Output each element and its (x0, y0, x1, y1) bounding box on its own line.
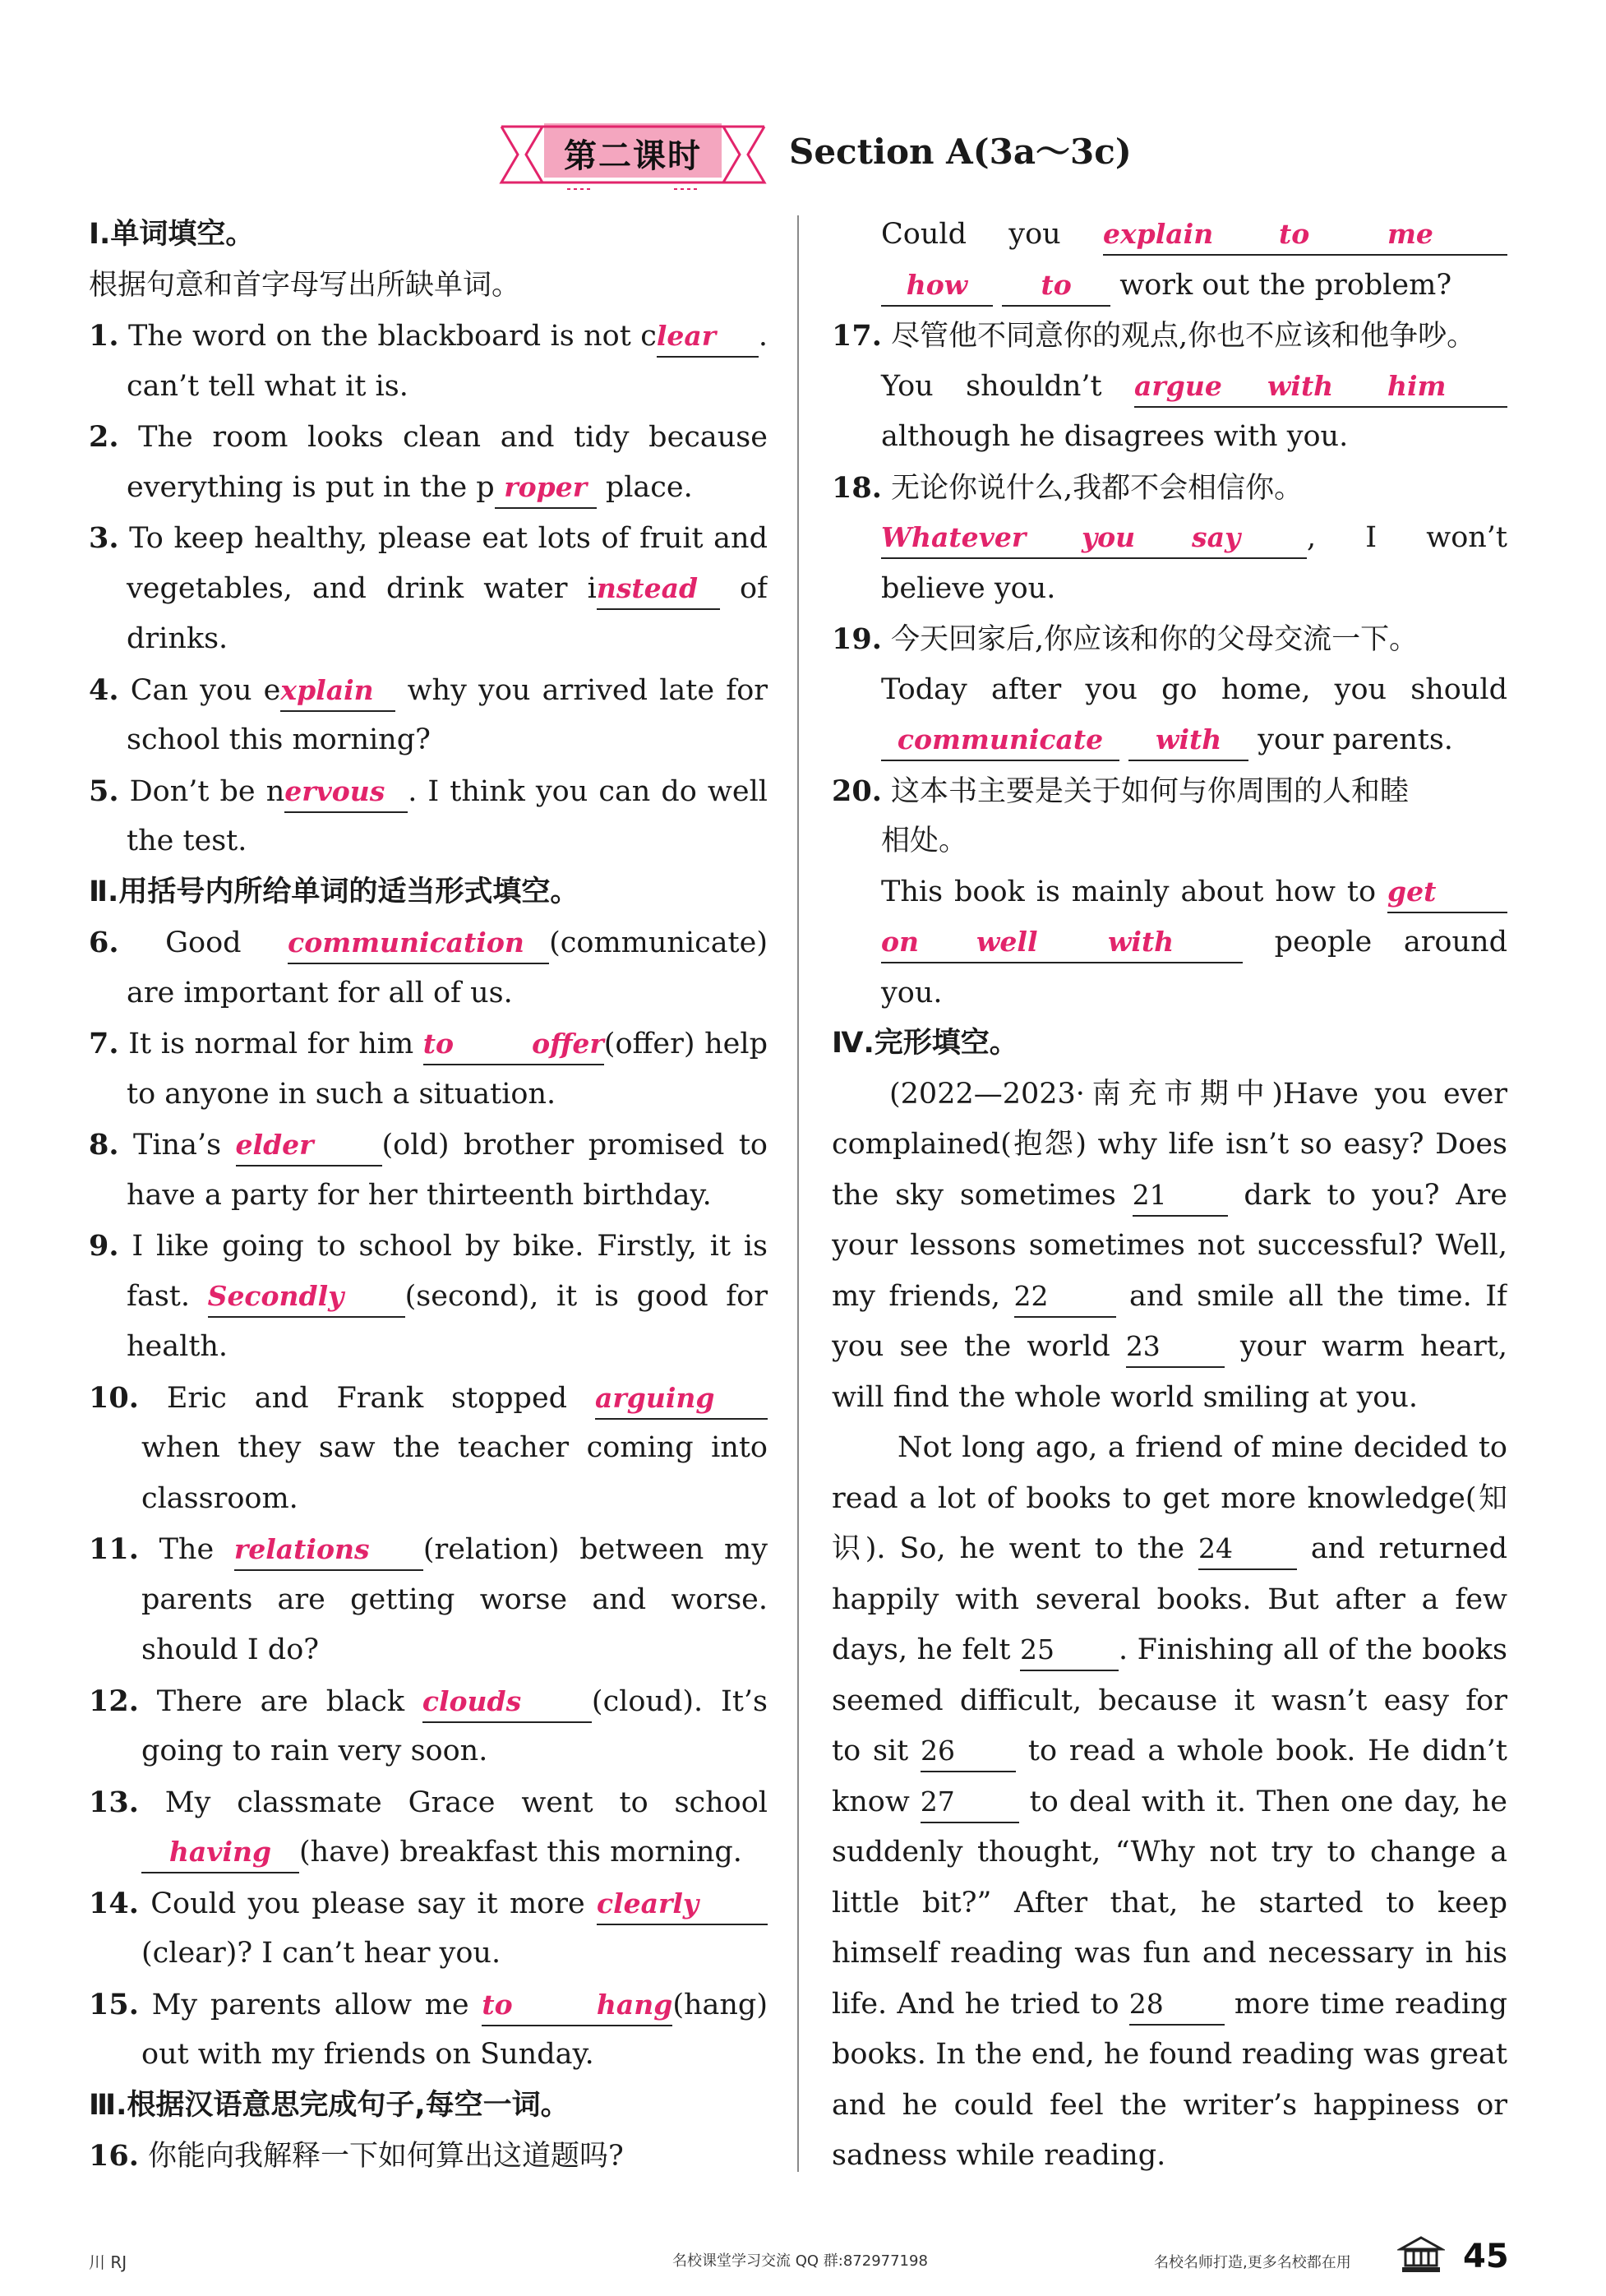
cloze-blank-21: 21 (1133, 1176, 1228, 1217)
question-number: 6. (89, 926, 119, 959)
section-1-title: Ⅰ.单词填空。 (89, 218, 255, 251)
footer-edition: 川 RJ (89, 2252, 127, 2272)
passage-text: to sit (832, 1735, 921, 1767)
question-text: The word on the blackboard is not c (118, 320, 657, 353)
passage-line (832, 1777, 1507, 1828)
page-number: 45 (1463, 2238, 1509, 2275)
passage-text: 识). So, he went to the (832, 1532, 1198, 1565)
question-6 (89, 917, 768, 968)
answer-blank: communicate (881, 720, 1119, 761)
question-2-cont (89, 463, 768, 514)
question-16 (89, 2131, 768, 2182)
question-7 (89, 1019, 768, 1069)
lesson-badge (493, 115, 773, 194)
passage-line (832, 1322, 1507, 1373)
question-text: place. (596, 470, 693, 504)
section-4-title: Ⅳ.完形填空。 (832, 1027, 1018, 1060)
question-text: (offer) help (603, 1028, 768, 1060)
cloze-blank-23: 23 (1126, 1327, 1225, 1368)
question-text: You shouldn’t (881, 369, 1134, 403)
question-1 (89, 311, 768, 362)
question-number: 19. (832, 622, 882, 656)
question-text: (second), it is good for (404, 1279, 768, 1313)
answer-blank: get (1387, 872, 1507, 913)
question-text: Tina’s (118, 1129, 236, 1162)
question-number: 15. (89, 1987, 139, 2021)
answer-blank: lear (657, 316, 759, 358)
cloze-blank-24: 24 (1198, 1529, 1297, 1570)
question-text: (cloud). It’s (591, 1684, 768, 1718)
question-text: It is normal for him (118, 1028, 423, 1060)
passage-line: your lessons sometimes not successful? Well, (832, 1229, 1507, 1262)
question-3-cont (89, 564, 768, 615)
question-number: 9. (89, 1229, 119, 1263)
answer-blank: well (976, 922, 1108, 963)
question-19 (832, 614, 1507, 665)
question-number: 16. (89, 2139, 139, 2173)
answer-blank: ervous (284, 772, 408, 813)
answer-blank: relations (234, 1530, 423, 1571)
passage-line (832, 1726, 1507, 1777)
answer-blank: clouds (422, 1682, 592, 1723)
passage-line: little bit?” After that, he started to keep (832, 1886, 1507, 1919)
cloze-blank-26: 26 (921, 1731, 1016, 1772)
answer-blank: explain (1103, 215, 1279, 256)
question-20-cont2: you. (881, 976, 943, 1009)
page-footer (0, 2234, 1606, 2284)
question-text: 你能向我解释一下如何算出这道题吗? (138, 2140, 624, 2173)
question-11 (89, 1524, 768, 1575)
passage-line: seemed difficult, because it wasn’t easy for (832, 1684, 1507, 1717)
passage-line (832, 1272, 1507, 1323)
question-text: (communicate) (549, 926, 768, 959)
passage-text: my friends, (832, 1279, 1014, 1313)
passage-text: dark to you? Are (1227, 1178, 1507, 1212)
question-text: Can you e (118, 673, 281, 707)
question-5 (89, 766, 768, 817)
question-3-cont2: drinks. (127, 622, 228, 655)
section-1-instruction: 根据句意和首字母写出所缺单词。 (89, 268, 521, 302)
question-16-line1 (832, 210, 1507, 261)
question-number: 2. (89, 420, 119, 454)
passage-text: your warm heart, (1239, 1330, 1507, 1363)
question-text: Don’t be n (118, 774, 285, 808)
question-text: (old) brother promised to (381, 1129, 768, 1162)
question-9-cont2: health. (127, 1330, 228, 1363)
section-title: Section A(3a～3c) (789, 132, 1132, 172)
question-number: 13. (89, 1785, 139, 1819)
question-1-cont: can’t tell what it is. (127, 369, 408, 403)
question-number: 20. (832, 774, 882, 808)
answer-blank: how (881, 266, 993, 307)
passage-source: (2022—2023·南充市期中) (889, 1077, 1284, 1111)
question-17-line2: although he disagrees with you. (881, 420, 1349, 453)
answer-blank: to hang (482, 1985, 672, 2026)
question-14 (89, 1878, 768, 1929)
question-20-cont: 相处。 (881, 825, 968, 857)
question-text: (have) breakfast this morning. (299, 1836, 742, 1869)
answer-blank: you (1082, 518, 1192, 559)
passage-line: sadness while reading. (832, 2139, 1166, 2172)
question-13-cont (89, 1827, 768, 1878)
question-9-cont (89, 1272, 768, 1323)
answer-blank: with (1128, 720, 1248, 761)
question-text: , I won’t (1307, 521, 1507, 554)
question-4 (89, 665, 768, 716)
question-18-line1 (832, 513, 1507, 564)
question-12 (89, 1676, 768, 1727)
question-20-line2 (832, 917, 1507, 968)
question-number: 17. (832, 319, 882, 353)
question-8 (89, 1120, 768, 1171)
passage-text: the sky sometimes (832, 1178, 1133, 1212)
question-text: Eric and Frank stopped (138, 1381, 595, 1415)
question-text: of (719, 571, 768, 605)
question-text: There are black (138, 1684, 422, 1718)
question-17-line1 (832, 362, 1507, 413)
question-text: Could you (881, 218, 1103, 251)
question-text: people around (1243, 926, 1507, 959)
question-text: My parents allow me (138, 1988, 482, 2021)
passage-line: suddenly thought, “Why not try to change a (832, 1836, 1507, 1869)
passage-line: books. In the end, he found reading was great (832, 2038, 1507, 2071)
question-text: This book is mainly about how to (881, 875, 1387, 908)
question-number: 10. (89, 1380, 139, 1415)
answer-blank: having (141, 1832, 299, 1873)
answer-blank: to offer (423, 1024, 604, 1065)
question-text: I like going to school by bike. Firstly, it is (118, 1230, 768, 1263)
passage-text: . Finishing all of the books (1118, 1633, 1507, 1666)
answer-blank: xplain (280, 671, 395, 712)
passage-line: and he could feel the writer’s happiness or (832, 2088, 1507, 2122)
school-logo-icon (1397, 2234, 1445, 2277)
question-text: Good (118, 926, 288, 959)
footer-qq-group: 名校课堂学习交流 QQ 群:872977198 (672, 2252, 928, 2270)
question-text: 今天回家后,你应该和你的父母交流一下。 (881, 623, 1419, 656)
question-12-cont: going to rain very soon. (141, 1735, 488, 1767)
passage-text: you see the world (832, 1330, 1126, 1363)
question-10 (89, 1373, 768, 1424)
column-divider (797, 215, 799, 2172)
question-11-cont: parents are getting worse and worse. (141, 1582, 768, 1616)
question-3 (89, 513, 768, 564)
answer-blank: argue (1134, 367, 1267, 408)
question-text: My classmate Grace went to school (164, 1786, 768, 1819)
question-5-cont: the test. (127, 825, 247, 857)
answer-blank: to (1002, 266, 1110, 307)
answer-blank: to (1279, 215, 1387, 256)
question-11-cont2: should I do? (141, 1633, 320, 1666)
cloze-blank-22: 22 (1014, 1277, 1116, 1318)
question-text: 无论你说什么,我都不会相信你。 (881, 471, 1304, 505)
question-number: 12. (89, 1684, 139, 1718)
passage-text: more time reading (1224, 1987, 1507, 2021)
footer-slogan: 名校名师打造,更多名校都在用 (1154, 2254, 1351, 2271)
question-4-cont: school this morning? (127, 723, 431, 756)
question-text: The room looks clean and tidy because (118, 421, 768, 454)
question-text: (hang) (672, 1988, 768, 2021)
question-text: fast. (127, 1279, 208, 1313)
question-20-line1 (832, 867, 1507, 918)
answer-blank: Secondly (208, 1277, 405, 1318)
answer-blank: with (1267, 367, 1387, 408)
question-7-cont: to anyone in such a situation. (127, 1077, 556, 1111)
answer-blank: clearly (597, 1884, 768, 1925)
question-number: 11. (89, 1532, 139, 1566)
question-18-line2: believe you. (881, 571, 1056, 605)
answer-blank: elder (236, 1125, 382, 1166)
question-8-cont: have a party for her thirteenth birthday. (127, 1178, 712, 1212)
cloze-blank-25: 25 (1020, 1630, 1119, 1671)
question-19-line1: Today after you go home, you should (881, 672, 1507, 706)
question-19-line2 (832, 715, 1507, 766)
question-text: vegetables, and drink water i (127, 571, 597, 605)
question-13 (89, 1777, 768, 1828)
right-column (832, 210, 1507, 2182)
passage-text: and smile all the time. If (1115, 1279, 1507, 1313)
passage-text: to read a whole book. He didn’t (1016, 1735, 1507, 1767)
passage-line (832, 1980, 1507, 2030)
question-text: your parents. (1248, 723, 1453, 756)
answer-blank: him (1387, 367, 1507, 408)
section-3-title: Ⅲ.根据汉语意思完成句子,每空一词。 (89, 2088, 570, 2122)
question-text: . I think you can do well (408, 774, 768, 808)
question-15-cont: out with my friends on Sunday. (141, 2038, 594, 2071)
question-9 (89, 1221, 768, 1272)
passage-text: life. And he tried to (832, 1987, 1129, 2021)
answer-blank: roper (495, 468, 597, 509)
question-17 (832, 311, 1507, 362)
question-number: 8. (89, 1128, 119, 1162)
lesson-badge-text: 第二课时 (564, 137, 702, 175)
answer-blank: arguing (595, 1379, 768, 1420)
question-16-line2 (832, 261, 1507, 312)
answer-blank: communication (288, 923, 549, 964)
passage-text: know (832, 1785, 921, 1818)
question-text: To keep healthy, please eat lots of fruit and (118, 522, 768, 555)
question-number: 4. (89, 672, 119, 707)
passage-line: read a lot of books to get more knowledge(知 (832, 1481, 1507, 1515)
question-text: 尽管他不同意你的观点,你也不应该和他争吵。 (881, 320, 1476, 353)
question-text: (relation) between my (422, 1533, 768, 1566)
passage-text: to deal with it. Then one day, he (1018, 1785, 1507, 1818)
passage-text: Have you ever (1283, 1077, 1507, 1111)
passage-line: complained(抱怨) why life isn’t so easy? Does (832, 1128, 1507, 1161)
question-number: 1. (89, 319, 119, 353)
passage-line (832, 1625, 1507, 1676)
lesson-header (493, 115, 1233, 197)
question-text: Could you please say it more (138, 1887, 597, 1920)
question-6-cont: are important for all of us. (127, 976, 513, 1009)
section-2-title: Ⅱ.用括号内所给单词的适当形式填空。 (89, 875, 579, 908)
answer-blank: with (1108, 922, 1243, 963)
question-text: . (758, 320, 768, 353)
question-number: 3. (89, 521, 119, 555)
passage-line: will find the whole world smiling at you. (832, 1380, 1418, 1414)
question-2 (89, 412, 768, 463)
passage-line: himself reading was fun and necessary in his (832, 1937, 1507, 1970)
question-15 (89, 1980, 768, 2030)
question-number: 5. (89, 774, 119, 808)
answer-blank: say (1192, 518, 1307, 559)
question-number: 14. (89, 1886, 139, 1920)
question-text: The (138, 1533, 234, 1566)
left-column (89, 210, 768, 2182)
question-18 (832, 463, 1507, 514)
answer-blank: me (1387, 215, 1507, 256)
question-14-cont: (clear)? I can’t hear you. (141, 1937, 501, 1970)
question-text: why you arrived late for (395, 673, 768, 707)
answer-blank: Whatever (881, 518, 1082, 559)
answer-blank: nstead (597, 569, 720, 610)
passage-line (832, 1069, 1507, 1120)
answer-blank: on (881, 922, 976, 963)
question-number: 7. (89, 1027, 119, 1060)
passage-text: days, he felt (832, 1633, 1020, 1666)
passage-line: Not long ago, a friend of mine decided to (898, 1431, 1507, 1464)
question-text: 这本书主要是关于如何与你周围的人和睦 (881, 774, 1410, 808)
question-text: work out the problem? (1110, 268, 1452, 302)
question-20 (832, 766, 1507, 817)
question-10-cont: when they saw the teacher coming into (141, 1431, 768, 1464)
cloze-blank-28: 28 (1129, 1984, 1225, 2026)
passage-line (832, 1524, 1507, 1575)
question-number: 18. (832, 470, 882, 505)
passage-text: and returned (1296, 1532, 1507, 1565)
question-10-cont2: classroom. (141, 1481, 298, 1515)
passage-line: happily with several books. But after a few (832, 1582, 1507, 1616)
passage-line (832, 1171, 1507, 1222)
cloze-blank-27: 27 (921, 1782, 1019, 1823)
question-text: everything is put in the p (127, 470, 495, 504)
